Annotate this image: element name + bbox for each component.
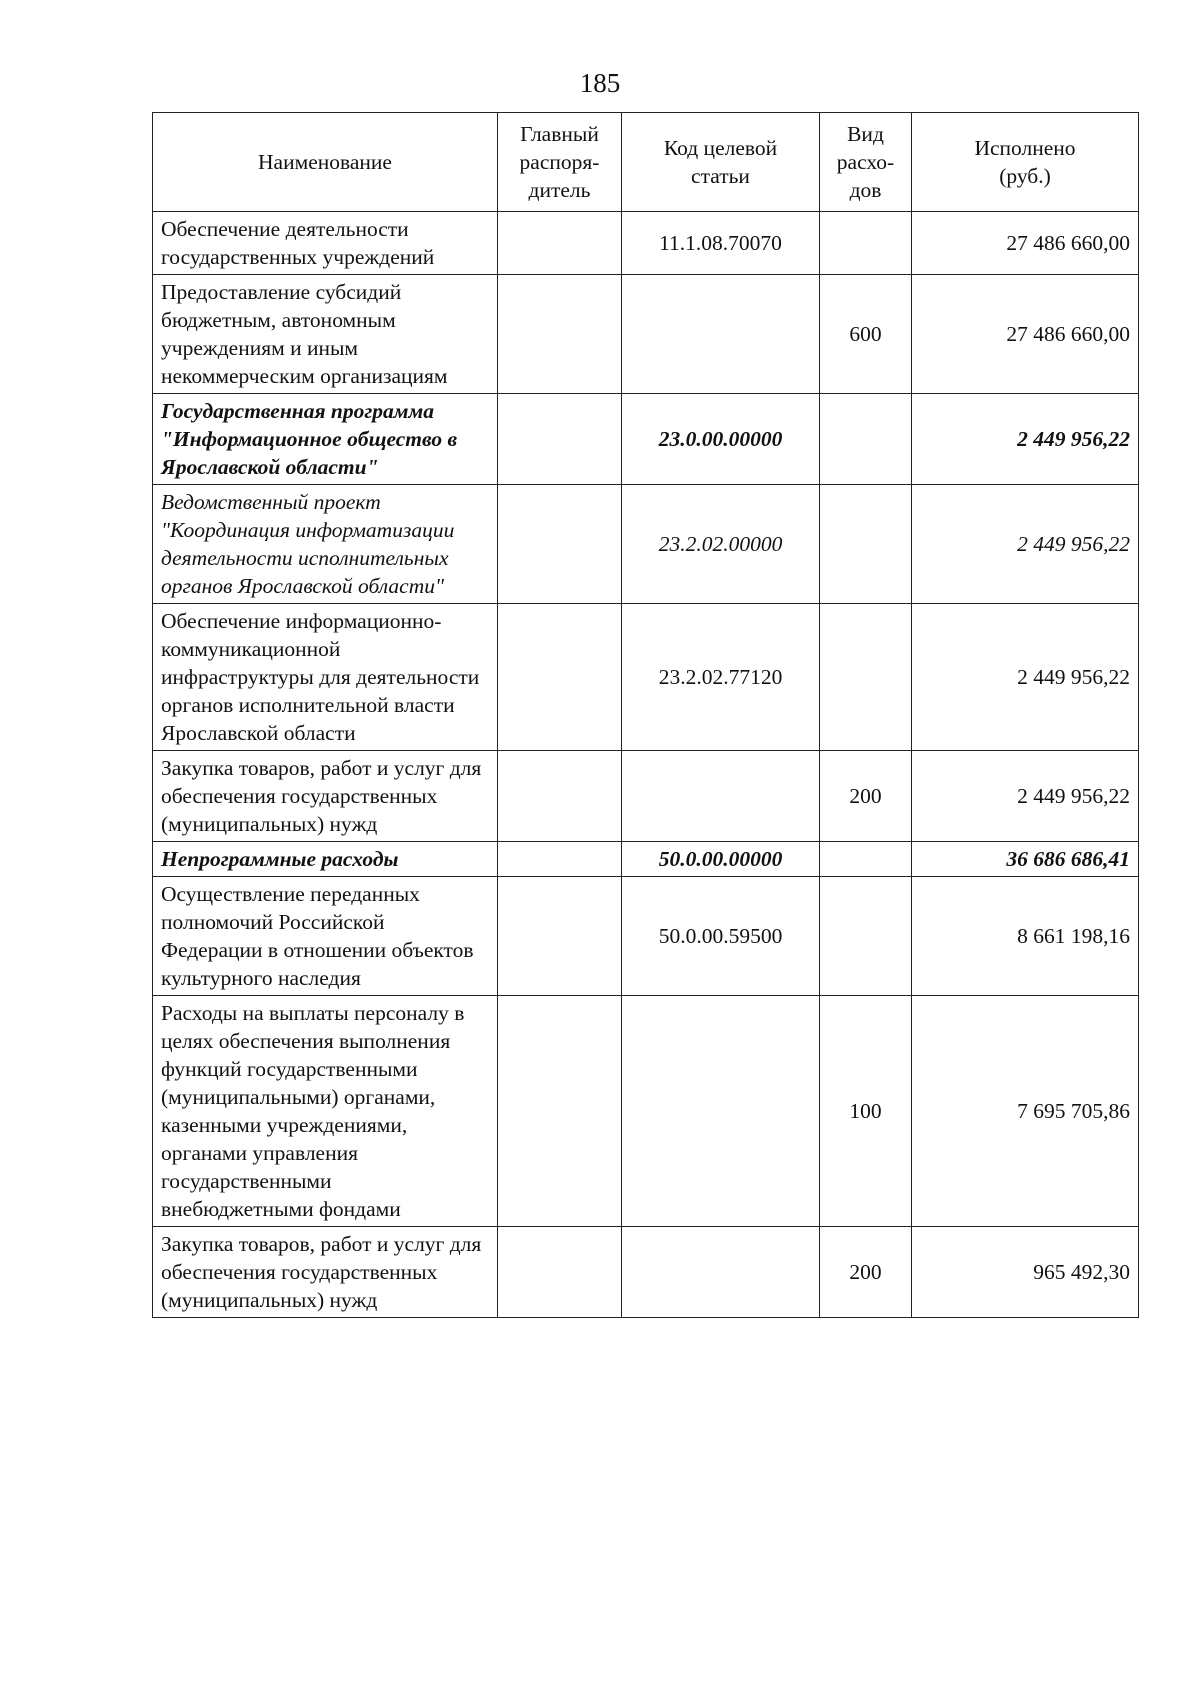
table-row	[153, 751, 1139, 842]
header-admin: Главный распоря- дитель	[498, 113, 622, 212]
row-type	[820, 604, 912, 751]
row-name: Закупка товаров, работ и услуг для обеспечения государственных (муниципальных) нужд	[153, 751, 498, 842]
row-amount: 7 695 705,86	[912, 996, 1139, 1227]
header-name: Наименование	[153, 113, 498, 212]
row-type	[820, 212, 912, 275]
row-amount: 2 449 956,22	[912, 751, 1139, 842]
table-body	[153, 212, 1139, 1318]
row-code: 50.0.00.00000	[622, 842, 820, 877]
row-type: 100	[820, 996, 912, 1227]
row-name: Обеспечение информационно-коммуникационной инфраструктуры для деятельности органов исполнительной власти Ярославской области	[153, 604, 498, 751]
row-admin	[498, 996, 622, 1227]
table-row	[153, 485, 1139, 604]
table-row	[153, 996, 1139, 1227]
row-code: 23.2.02.77120	[622, 604, 820, 751]
row-amount: 8 661 198,16	[912, 877, 1139, 996]
table-row	[153, 842, 1139, 877]
row-admin	[498, 485, 622, 604]
row-name: Осуществление переданных полномочий Российской Федерации в отношении объектов культурного наследия	[153, 877, 498, 996]
row-admin	[498, 1227, 622, 1318]
row-code	[622, 996, 820, 1227]
row-admin	[498, 275, 622, 394]
table-row	[153, 604, 1139, 751]
row-admin	[498, 751, 622, 842]
row-name: Непрограммные расходы	[153, 842, 498, 877]
header-code: Код целевой статьи	[622, 113, 820, 212]
row-amount: 2 449 956,22	[912, 394, 1139, 485]
row-type	[820, 485, 912, 604]
header-type: Вид расхо- дов	[820, 113, 912, 212]
row-type: 200	[820, 1227, 912, 1318]
row-name: Ведомственный проект "Координация информатизации деятельности исполнительных органов Ярославской области"	[153, 485, 498, 604]
row-type: 200	[820, 751, 912, 842]
row-amount: 2 449 956,22	[912, 604, 1139, 751]
row-code: 50.0.00.59500	[622, 877, 820, 996]
row-name: Закупка товаров, работ и услуг для обеспечения государственных (муниципальных) нужд	[153, 1227, 498, 1318]
row-admin	[498, 877, 622, 996]
row-code: 23.0.00.00000	[622, 394, 820, 485]
row-code: 23.2.02.00000	[622, 485, 820, 604]
table-row	[153, 1227, 1139, 1318]
row-name: Обеспечение деятельности государственных учреждений	[153, 212, 498, 275]
table-header-row	[153, 113, 1139, 212]
row-type	[820, 394, 912, 485]
row-name: Предоставление субсидий бюджетным, автономным учреждениям и иным некоммерческим организациям	[153, 275, 498, 394]
row-admin	[498, 394, 622, 485]
row-admin	[498, 842, 622, 877]
table-row	[153, 394, 1139, 485]
row-amount: 36 686 686,41	[912, 842, 1139, 877]
row-type: 600	[820, 275, 912, 394]
row-amount: 2 449 956,22	[912, 485, 1139, 604]
row-code	[622, 275, 820, 394]
row-amount: 27 486 660,00	[912, 275, 1139, 394]
row-amount: 27 486 660,00	[912, 212, 1139, 275]
row-type	[820, 877, 912, 996]
page-number: 185	[579, 68, 621, 98]
row-name: Государственная программа "Информационное общество в Ярославской области"	[153, 394, 498, 485]
table-row	[153, 212, 1139, 275]
row-name: Расходы на выплаты персоналу в целях обеспечения выполнения функций государственными (муниципальными) органами, казенными учреждениями, органами управления государственными внебюджетными фондами	[153, 996, 498, 1227]
row-amount: 965 492,30	[912, 1227, 1139, 1318]
budget-table	[152, 112, 1139, 1318]
row-code	[622, 1227, 820, 1318]
table-row	[153, 877, 1139, 996]
row-type	[820, 842, 912, 877]
row-admin	[498, 604, 622, 751]
row-code: 11.1.08.70070	[622, 212, 820, 275]
row-code	[622, 751, 820, 842]
row-admin	[498, 212, 622, 275]
header-amount: Исполнено (руб.)	[912, 113, 1139, 212]
table-row	[153, 275, 1139, 394]
